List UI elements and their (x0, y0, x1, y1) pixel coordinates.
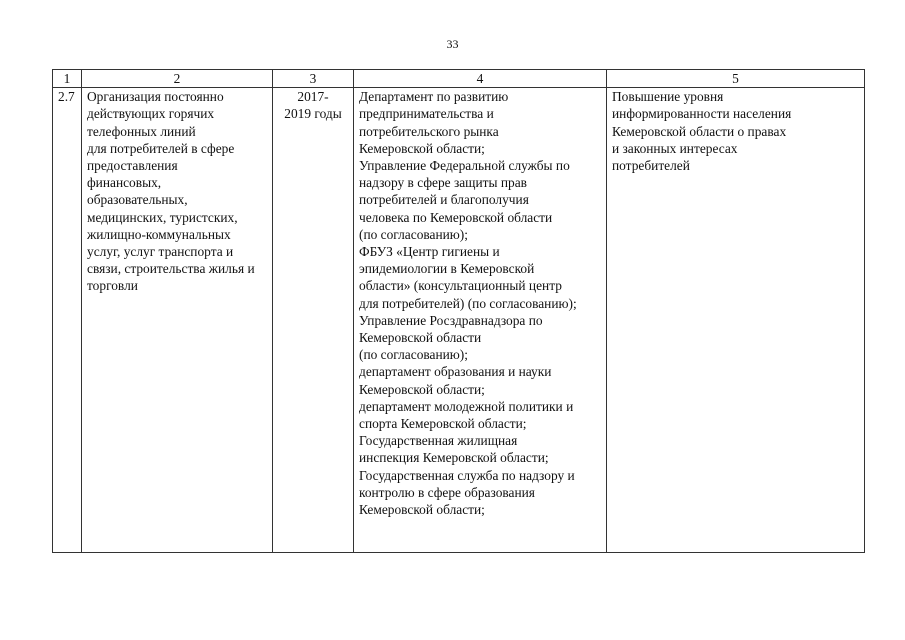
text-line: потребителей и благополучия (359, 192, 529, 208)
text-line: Кемеровской области (359, 330, 482, 346)
text-line: торговли (87, 278, 138, 294)
text-line: действующих горячих (87, 106, 215, 122)
text-line: медицинских, туристских, (87, 209, 238, 225)
text-line: и законных интересах (612, 140, 738, 156)
text-line: Кемеровской области; (359, 140, 485, 156)
column-header-1: 1 (53, 70, 82, 88)
column-header-3: 3 (273, 70, 354, 88)
column-header-2: 2 (82, 70, 273, 88)
text-line: эпидемиологии в Кемеровской (359, 261, 535, 277)
measures-table (52, 69, 865, 553)
text-line: Государственная жилищная (359, 433, 518, 449)
result-cell (607, 88, 865, 553)
text-line: предоставления (87, 158, 178, 174)
executors-cell (354, 88, 607, 553)
column-header-5: 5 (607, 70, 865, 88)
text-line: области» (консультационный центр (359, 278, 562, 294)
text-line: ФБУЗ «Центр гигиены и (359, 244, 500, 260)
text-line: человека по Кемеровской области (359, 209, 553, 225)
text-line: контролю в сфере образования (359, 484, 535, 500)
text-line: потребителей (612, 158, 690, 174)
period-cell (273, 88, 354, 553)
text-line: инспекция Кемеровской области; (359, 450, 549, 466)
text-line: Управление Росздравнадзора по (359, 312, 543, 328)
text-line: Повышение уровня (612, 89, 724, 105)
text-line: телефонных линий (87, 123, 196, 139)
text-line: департамент образования и науки (359, 364, 552, 380)
text-line: надзору в сфере защиты прав (359, 175, 527, 191)
text-line: спорта Кемеровской области; (359, 416, 527, 432)
row-number-cell: 2.7 (53, 88, 82, 553)
text-line: (по согласованию); (359, 226, 468, 242)
text-line: Государственная служба по надзору и (359, 467, 575, 483)
text-line: предпринимательства и (359, 106, 494, 122)
text-line: департамент молодежной политики и (359, 398, 574, 414)
text-line: для потребителей) (по согласованию); (359, 295, 577, 311)
text-line: 2017- (297, 89, 329, 105)
text-line: Кемеровской области о правах (612, 123, 787, 139)
text-line: Департамент по развитию (359, 89, 509, 105)
text-line: связи, строительства жилья и (87, 261, 255, 277)
table-row (53, 88, 865, 553)
text-line: потребительского рынка (359, 123, 499, 139)
text-line: для потребителей в сфере (87, 140, 235, 156)
column-header-4: 4 (354, 70, 607, 88)
text-line: 2019 годы (284, 106, 342, 122)
text-line: жилищно-коммунальных (87, 226, 231, 242)
text-line: (по согласованию); (359, 347, 468, 363)
text-line: образовательных, (87, 192, 188, 208)
text-line: финансовых, (87, 175, 162, 191)
text-line: информированности населения (612, 106, 792, 122)
text-line: Кемеровской области; (359, 381, 485, 397)
page-number: 33 (446, 37, 459, 51)
activity-cell (82, 88, 273, 553)
text-line: услуг, услуг транспорта и (87, 244, 234, 260)
text-line: Кемеровской области; (359, 502, 485, 518)
text-line: Организация постоянно (87, 89, 224, 105)
table-header-row (53, 70, 865, 88)
text-line: Управление Федеральной службы по (359, 158, 570, 174)
